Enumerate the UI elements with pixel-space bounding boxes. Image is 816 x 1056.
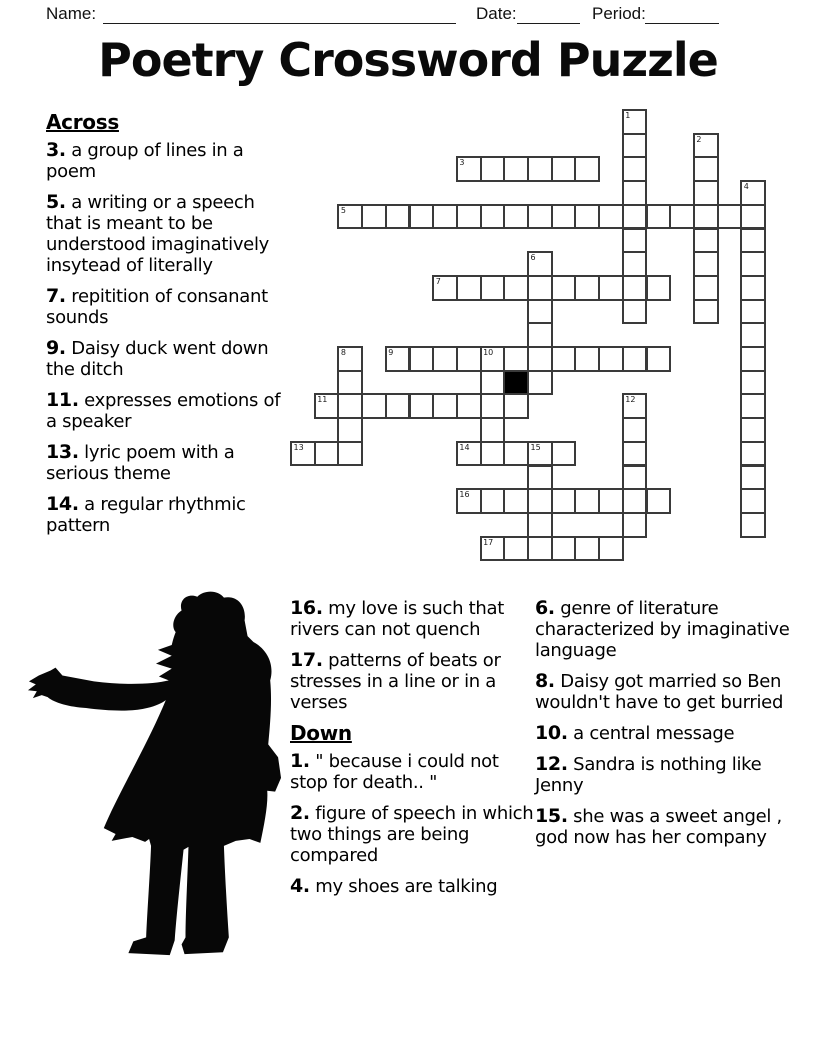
grid-cell[interactable] xyxy=(480,204,506,230)
grid-cell[interactable] xyxy=(598,346,624,372)
grid-cell[interactable] xyxy=(622,180,648,206)
grid-cell[interactable] xyxy=(361,393,387,419)
grid-cell[interactable] xyxy=(693,180,719,206)
clue-number: 4. xyxy=(290,875,310,897)
grid-cell[interactable] xyxy=(503,204,529,230)
clue-number: 7. xyxy=(46,285,66,307)
grid-cell[interactable] xyxy=(480,346,506,372)
grid-cell[interactable] xyxy=(622,275,648,301)
grid-cell[interactable] xyxy=(598,536,624,562)
grid-cell[interactable] xyxy=(693,133,719,159)
grid-cell[interactable] xyxy=(740,299,766,325)
grid-cell[interactable] xyxy=(740,417,766,443)
cell-number: 7 xyxy=(435,276,441,286)
clue-column-middle xyxy=(290,598,540,907)
clue-number: 10. xyxy=(535,722,568,744)
grid-cell[interactable] xyxy=(622,488,648,514)
grid-cell[interactable] xyxy=(622,346,648,372)
across-heading: Across xyxy=(46,110,119,134)
clue-down-1 xyxy=(290,751,540,793)
grid-cell[interactable] xyxy=(574,204,600,230)
cell-number: 14 xyxy=(459,442,470,452)
grid-cell[interactable] xyxy=(693,275,719,301)
cell-number: 16 xyxy=(459,490,470,500)
grid-cell[interactable] xyxy=(527,204,553,230)
clue-number: 9. xyxy=(46,337,66,359)
clue-text: a group of lines in a poem xyxy=(46,140,244,182)
grid-cell[interactable] xyxy=(527,488,553,514)
clue-across-16 xyxy=(290,598,540,640)
cell-number: 10 xyxy=(483,348,494,357)
clue-across-14 xyxy=(46,494,284,536)
period-label: Period: xyxy=(592,4,646,23)
grid-cell[interactable] xyxy=(574,488,600,514)
clue-text: a central message xyxy=(567,723,735,744)
grid-cell[interactable] xyxy=(290,441,316,467)
grid-cell[interactable] xyxy=(740,465,766,491)
grid-cell[interactable] xyxy=(480,393,506,419)
grid-cell[interactable] xyxy=(693,204,719,230)
name-label: Name: xyxy=(46,4,97,23)
grid-cell[interactable] xyxy=(551,488,577,514)
clue-number: 15. xyxy=(535,805,568,827)
grid-cell[interactable] xyxy=(503,536,529,562)
clue-text: " because i could not stop for death.. " xyxy=(290,751,499,793)
clue-number: 12. xyxy=(535,753,568,775)
grid-cell[interactable] xyxy=(503,346,529,372)
clue-down-12 xyxy=(535,754,813,796)
cell-number: 2 xyxy=(696,134,702,144)
grid-cell[interactable] xyxy=(646,204,672,230)
clue-down-10 xyxy=(535,723,813,744)
grid-cell[interactable] xyxy=(598,204,624,230)
grid-cell[interactable] xyxy=(740,251,766,277)
cell-number: 15 xyxy=(530,442,541,452)
grid-cell[interactable] xyxy=(622,251,648,277)
grid-cell[interactable] xyxy=(622,204,648,230)
grid-cell[interactable] xyxy=(622,299,648,325)
clue-text: patterns of beats or stresses in a line or in a verses xyxy=(290,650,501,713)
grid-cell[interactable] xyxy=(669,204,695,230)
cell-number: 13 xyxy=(293,442,304,452)
date-label: Date: xyxy=(476,4,517,23)
grid-cell[interactable] xyxy=(314,441,340,467)
grid-cell[interactable] xyxy=(409,393,435,419)
grid-cell[interactable] xyxy=(314,393,340,419)
clue-down-2 xyxy=(290,803,540,866)
grid-cell[interactable] xyxy=(385,204,411,230)
clue-number: 2. xyxy=(290,802,310,824)
grid-cell[interactable] xyxy=(740,370,766,396)
clue-text: she was a sweet angel , god now has her company xyxy=(535,806,782,848)
grid-cell[interactable] xyxy=(622,133,648,159)
grid-cell[interactable] xyxy=(337,393,363,419)
clue-column-left xyxy=(46,112,284,546)
clue-text: genre of literature characterized by imaginative language xyxy=(535,598,790,661)
grid-cell[interactable] xyxy=(432,346,458,372)
grid-cell[interactable] xyxy=(693,251,719,277)
cell-number: 6 xyxy=(530,253,536,263)
cell-number: 9 xyxy=(388,348,394,357)
grid-cell[interactable] xyxy=(574,275,600,301)
grid-cell[interactable] xyxy=(622,228,648,254)
grid-cell[interactable] xyxy=(527,465,553,491)
grid-cell[interactable] xyxy=(740,488,766,514)
grid-cell[interactable] xyxy=(456,488,482,514)
grid-cell[interactable] xyxy=(480,275,506,301)
clue-number: 17. xyxy=(290,649,323,671)
grid-cell[interactable] xyxy=(456,275,482,301)
clue-number: 14. xyxy=(46,493,79,515)
grid-cell[interactable] xyxy=(527,322,553,348)
clue-text: lyric poem with a serious theme xyxy=(46,442,235,484)
clue-text: my love is such that rivers can not quench xyxy=(290,598,505,640)
grid-cell[interactable] xyxy=(503,393,529,419)
grid-cell[interactable] xyxy=(527,251,553,277)
grid-cell[interactable] xyxy=(409,346,435,372)
grid-cell[interactable] xyxy=(480,370,506,396)
grid-cell[interactable] xyxy=(456,346,482,372)
grid-cell[interactable] xyxy=(740,512,766,538)
cell-number: 12 xyxy=(625,395,636,405)
grid-cell[interactable] xyxy=(527,275,553,301)
cell-number: 1 xyxy=(625,111,631,120)
grid-cell[interactable] xyxy=(456,393,482,419)
cell-number: 8 xyxy=(340,348,346,357)
grid-cell[interactable] xyxy=(646,488,672,514)
grid-cell[interactable] xyxy=(409,204,435,230)
clue-number: 16. xyxy=(290,597,323,619)
grid-cell[interactable] xyxy=(740,228,766,254)
grid-cell[interactable] xyxy=(740,204,766,230)
grid-cell[interactable] xyxy=(503,275,529,301)
clue-across-5 xyxy=(46,192,284,276)
grid-cell[interactable] xyxy=(622,465,648,491)
blocked-cell xyxy=(503,370,529,396)
grid-cell[interactable] xyxy=(551,536,577,562)
clue-text: repitition of consanant sounds xyxy=(46,286,268,328)
clue-number: 1. xyxy=(290,750,310,772)
cell-number: 17 xyxy=(483,537,494,547)
grid-cell[interactable] xyxy=(480,417,506,443)
grid-cell[interactable] xyxy=(551,275,577,301)
clue-text: Sandra is nothing like Jenny xyxy=(535,754,762,796)
clue-across-17 xyxy=(290,650,540,713)
clue-number: 6. xyxy=(535,597,555,619)
clue-text: my shoes are talking xyxy=(309,876,498,897)
grid-cell[interactable] xyxy=(693,299,719,325)
clue-across-11 xyxy=(46,390,284,432)
grid-cell[interactable] xyxy=(337,204,363,230)
clue-text: Daisy duck went down the ditch xyxy=(46,338,269,380)
grid-cell[interactable] xyxy=(432,393,458,419)
grid-cell[interactable] xyxy=(503,441,529,467)
grid-cell[interactable] xyxy=(551,346,577,372)
grid-cell[interactable] xyxy=(622,441,648,467)
grid-cell[interactable] xyxy=(646,275,672,301)
grid-cell[interactable] xyxy=(480,536,506,562)
down-heading: Down xyxy=(290,721,352,745)
cell-number: 11 xyxy=(317,395,328,405)
grid-cell[interactable] xyxy=(361,204,387,230)
clue-down-6 xyxy=(535,598,813,661)
grid-cell[interactable] xyxy=(622,512,648,538)
grid-cell[interactable] xyxy=(717,204,743,230)
clue-down-8 xyxy=(535,671,813,713)
grid-cell[interactable] xyxy=(456,441,482,467)
clue-across-3 xyxy=(46,140,284,182)
cell-number: 4 xyxy=(743,182,749,192)
grid-cell[interactable] xyxy=(693,228,719,254)
grid-cell[interactable] xyxy=(551,156,577,182)
grid-cell[interactable] xyxy=(740,180,766,206)
clue-number: 3. xyxy=(46,139,66,161)
grid-cell[interactable] xyxy=(480,441,506,467)
grid-cell[interactable] xyxy=(551,441,577,467)
grid-cell[interactable] xyxy=(503,156,529,182)
grid-cell[interactable] xyxy=(622,417,648,443)
grid-cell[interactable] xyxy=(740,346,766,372)
clue-number: 13. xyxy=(46,441,79,463)
clue-down-4 xyxy=(290,876,540,897)
page-title: Poetry Crossword Puzzle xyxy=(98,33,718,87)
clue-number: 8. xyxy=(535,670,555,692)
grid-cell[interactable] xyxy=(503,488,529,514)
grid-cell[interactable] xyxy=(574,346,600,372)
grid-cell[interactable] xyxy=(622,109,648,135)
grid-cell[interactable] xyxy=(456,204,482,230)
grid-cell[interactable] xyxy=(693,156,719,182)
grid-cell[interactable] xyxy=(385,346,411,372)
grid-cell[interactable] xyxy=(456,156,482,182)
grid-cell[interactable] xyxy=(527,441,553,467)
grid-cell[interactable] xyxy=(646,346,672,372)
grid-cell[interactable] xyxy=(527,370,553,396)
grid-cell[interactable] xyxy=(551,204,577,230)
clue-text: a regular rhythmic pattern xyxy=(46,494,246,536)
grid-cell[interactable] xyxy=(740,441,766,467)
grid-cell[interactable] xyxy=(527,299,553,325)
grid-cell[interactable] xyxy=(622,156,648,182)
clue-number: 5. xyxy=(46,191,66,213)
grid-cell[interactable] xyxy=(622,393,648,419)
grid-cell[interactable] xyxy=(480,488,506,514)
clue-across-7 xyxy=(46,286,284,328)
grid-cell[interactable] xyxy=(598,275,624,301)
clue-across-13 xyxy=(46,442,284,484)
grid-cell[interactable] xyxy=(432,204,458,230)
poet-silhouette-path xyxy=(28,592,281,955)
grid-cell[interactable] xyxy=(527,512,553,538)
grid-cell[interactable] xyxy=(574,536,600,562)
cell-number: 3 xyxy=(459,158,465,168)
clue-number: 11. xyxy=(46,389,79,411)
clue-text: expresses emotions of a speaker xyxy=(46,390,281,432)
clue-column-right xyxy=(535,598,813,858)
grid-cell[interactable] xyxy=(740,322,766,348)
poet-silhouette-image xyxy=(25,585,283,957)
clue-across-9 xyxy=(46,338,284,380)
grid-cell[interactable] xyxy=(480,156,506,182)
grid-cell[interactable] xyxy=(527,536,553,562)
grid-cell[interactable] xyxy=(574,156,600,182)
clue-text: Daisy got married so Ben wouldn't have to get burried xyxy=(535,671,784,713)
grid-cell[interactable] xyxy=(385,393,411,419)
grid-cell[interactable] xyxy=(337,441,363,467)
grid-cell[interactable] xyxy=(337,370,363,396)
grid-cell[interactable] xyxy=(527,346,553,372)
grid-cell[interactable] xyxy=(598,488,624,514)
grid-cell[interactable] xyxy=(432,275,458,301)
grid-cell[interactable] xyxy=(337,417,363,443)
grid-cell[interactable] xyxy=(527,156,553,182)
grid-cell[interactable] xyxy=(337,346,363,372)
clue-text: a writing or a speech that is meant to be understood imaginatively insytead of literally xyxy=(46,192,269,276)
grid-cell[interactable] xyxy=(740,393,766,419)
cell-number: 5 xyxy=(340,205,346,215)
clue-down-15 xyxy=(535,806,813,848)
clue-text: figure of speech in which two things are being compared xyxy=(290,803,534,866)
grid-cell[interactable] xyxy=(740,275,766,301)
